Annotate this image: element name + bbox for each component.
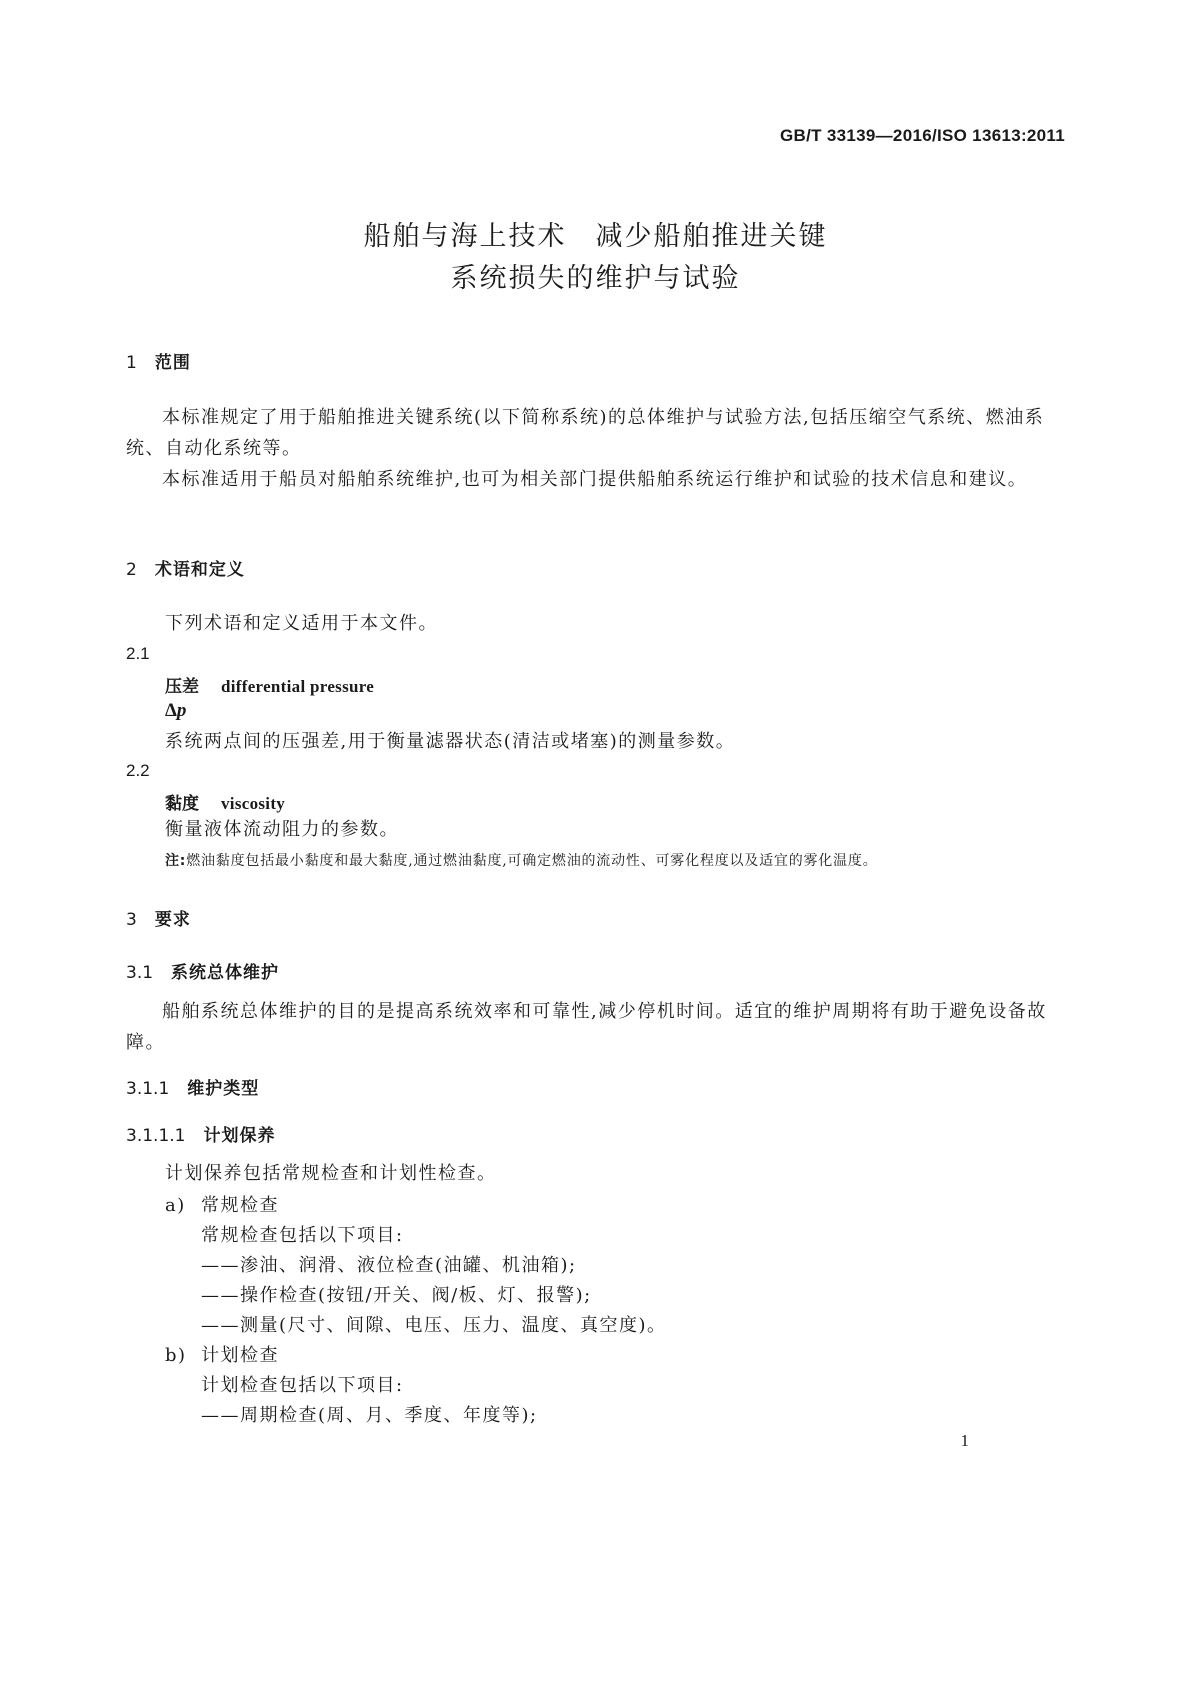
term-2-1-number: 2.1 [126,644,150,663]
section-title: 系统总体维护 [171,963,280,983]
list-item-b [165,1340,279,1371]
delta-symbol: Δ [165,700,177,721]
term-english: viscosity [221,794,286,813]
section-2-intro: 下列术语和定义适用于本文件。 [165,613,438,634]
list-a-item: ——操作检查(按钮/开关、阀/板、灯、报警); [201,1285,592,1306]
section-number: 3.1.1.1 [126,1126,186,1146]
term-english: differential pressure [221,677,375,696]
section-1-paragraph-1: 本标准规定了用于船舶推进关键系统(以下简称系统)的总体维护与试验方法,包括压缩空气系统、燃油系统、自动化系统等。 [126,407,1045,459]
section-title: 计划保养 [203,1126,276,1146]
section-3-1-1-1-heading [126,1121,275,1146]
section-title: 要求 [154,910,191,930]
list-title: 常规检查 [201,1195,279,1216]
document-title-line1: 船舶与海上技术 减少船舶推进关键 [363,221,828,252]
list-a-item: ——测量(尺寸、间隙、电压、压力、温度、真空度)。 [201,1315,667,1336]
list-a-intro: 常规检查包括以下项目: [201,1225,404,1246]
term-2-1-definition: 系统两点间的压强差,用于衡量滤器状态(清洁或堵塞)的测量参数。 [165,731,736,752]
term-2-2-name [165,789,285,814]
section-1-paragraph-2: 本标准适用于船员对船舶系统维护,也可为相关部门提供船舶系统运行维护和试验的技术信息和建议。 [162,469,1028,490]
note-text: 燃油黏度包括最小黏度和最大黏度,通过燃油黏度,可确定燃油的流动性、可雾化程度以及适宜的雾化温度。 [186,853,878,869]
section-number: 3.1 [126,963,154,983]
section-number: 2 [126,560,137,580]
document-title-line2: 系统损失的维护与试验 [450,263,741,294]
section-title: 维护类型 [187,1079,260,1099]
term-2-2-note [165,850,878,870]
section-3-heading [126,905,191,930]
p-symbol: p [176,700,187,721]
list-label: b) [165,1345,187,1366]
term-chinese: 黏度 [165,794,199,814]
term-2-1-name [165,672,374,697]
section-3-1-1-heading [126,1074,259,1099]
list-item-a [165,1190,279,1221]
list-label: a) [165,1195,186,1216]
section-number: 3.1.1 [126,1079,170,1099]
standard-number: GB/T 33139—2016/ISO 13613:2011 [780,126,1065,145]
section-3-1-heading [126,958,279,983]
section-3-1-1-1-intro: 计划保养包括常规检查和计划性检查。 [165,1163,497,1184]
section-2-heading [126,555,245,580]
list-b-item: ——周期检查(周、月、季度、年度等); [201,1405,538,1426]
list-title: 计划检查 [201,1345,279,1366]
section-number: 3 [126,910,137,930]
section-number: 1 [126,353,137,373]
term-2-2-number: 2.2 [126,761,150,780]
page-number: 1 [960,1431,969,1450]
term-chinese: 压差 [165,677,199,697]
term-2-1-symbol [165,700,186,722]
list-b-intro: 计划检查包括以下项目: [201,1375,404,1396]
section-title: 范围 [154,353,191,373]
list-a-item: ——渗油、润滑、液位检查(油罐、机油箱); [201,1255,577,1276]
note-label: 注: [165,853,187,869]
section-title: 术语和定义 [154,560,245,580]
section-3-1-paragraph: 船舶系统总体维护的目的是提高系统效率和可靠性,减少停机时间。适宜的维护周期将有助于避免设备故障。 [126,1001,1047,1053]
section-1-heading [126,348,191,373]
term-2-2-definition: 衡量液体流动阻力的参数。 [165,819,399,840]
